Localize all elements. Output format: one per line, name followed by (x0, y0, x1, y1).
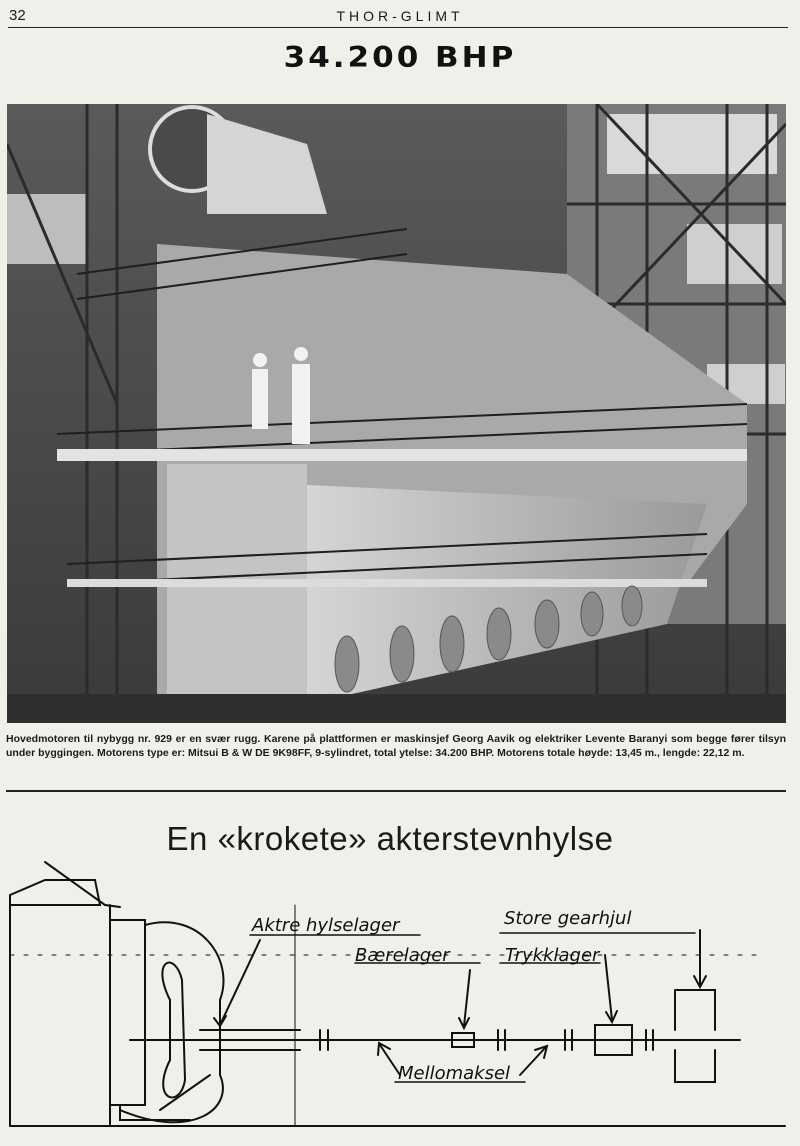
engine-photo-illustration (7, 104, 786, 723)
shaft-diagram (0, 850, 800, 1146)
section-rule (6, 790, 786, 792)
label-support-bearing: Bærelager (355, 945, 450, 966)
diagram-title: En «krokete» akterstevnhylse (166, 820, 614, 857)
stern-tube-curve (120, 922, 223, 1122)
label-aft-bearing: Aktre hylselager (252, 915, 400, 936)
label-thrust-bearing: Trykklager (505, 945, 600, 966)
header-rule (8, 27, 788, 28)
propeller-icon (162, 963, 185, 1098)
gear-wheel-shape (675, 990, 715, 1082)
page-number: 32 (9, 7, 26, 24)
shaft-diagram-drawing (0, 850, 800, 1146)
label-intermediate-shaft: Mellomaksel (398, 1063, 511, 1084)
hull-outline (10, 880, 100, 1126)
photo-caption: Hovedmotoren til nybygg nr. 929 er en svær rugg. Karene på plattformen er maskinsjef Georg Aavik og elektriker Levente Baranyi som begge fører tilsyn under byggingen. Motorens type er: Mitsui B & W DE 9K98FF, 9-sylindret, total ytelse: 34.200 BHP. Motorens totale høyde: 13,45 m., lengde: 22,12 m. (6, 733, 786, 759)
headline: 34.200 BHP (283, 41, 517, 75)
label-gear-wheel: Store gearhjul (504, 908, 632, 929)
engine-photo (7, 104, 786, 723)
running-head: THOR-GLIMT (336, 8, 464, 24)
